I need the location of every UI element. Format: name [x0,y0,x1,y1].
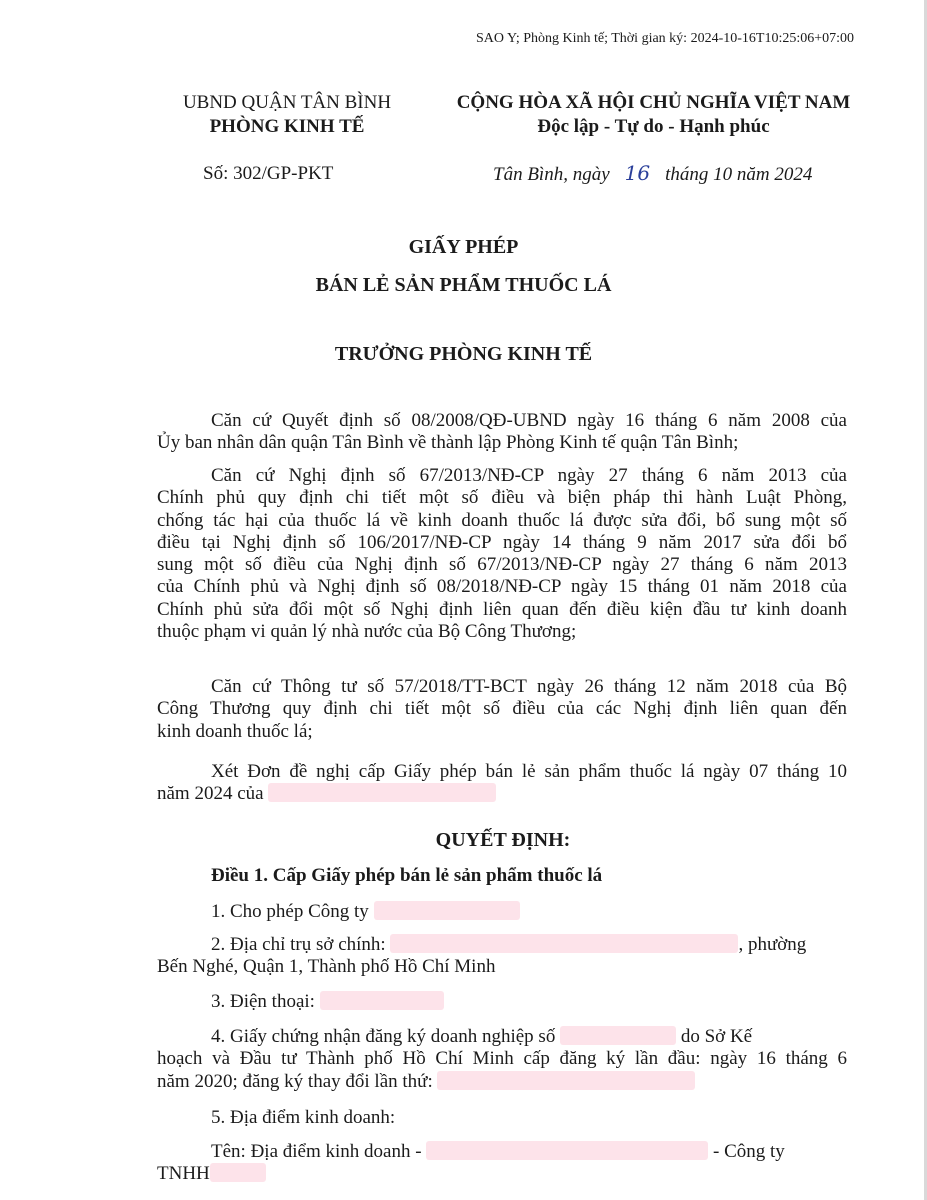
item-1-label: 1. Cho phép Công ty [211,901,369,922]
paragraph-line [157,1026,847,1048]
paragraph-line: chống tác hại của thuốc lá về kinh doanh thuốc lá được sửa đổi, bổ sung một số [157,509,847,531]
item-1-company [211,901,520,923]
item-4-registration [157,1026,847,1093]
applicant-prefix: năm 2024 của [157,783,264,805]
preamble-paragraph-3 [157,676,847,743]
item-2-ward: , phường [738,934,807,955]
redacted-company-short-name [210,1163,266,1182]
item-4-label: 4. Giấy chứng nhận đăng ký doanh nghiệp số [211,1026,556,1047]
document-number: Số: 302/GP-PKT [203,163,334,184]
paragraph-line [157,934,847,956]
document-title: GIẤY PHÉP [408,236,519,258]
digital-signature-stamp: SAO Y; Phòng Kinh tế; Thời gian ký: 2024-10-16T10:25:06+07:00 [476,31,855,46]
paragraph-line: sung một số điều của Nghị định số 67/2013/NĐ-CP ngày 27 tháng 6 năm 2013 [157,554,847,576]
issuer-department: PHÒNG KINH TẾ [209,116,365,137]
company-type: TNHH [157,1163,210,1185]
item-2-address [157,934,847,979]
issuing-authority: TRƯỞNG PHÒNG KINH TẾ [334,343,593,365]
redacted-registration-number [560,1026,676,1045]
paragraph-line: Bến Nghé, Quận 1, Thành phố Hồ Chí Minh [157,956,496,978]
redacted-applicant [268,783,496,802]
paragraph-line: Xét Đơn đề nghị cấp Giấy phép bán lẻ sản phẩm thuốc lá ngày 07 tháng 10 [211,761,847,782]
redacted-location-name [426,1141,708,1160]
redacted-company-name [374,901,520,920]
redacted-amendment-info [437,1071,695,1090]
paragraph-line: hoạch và Đầu tư Thành phố Hồ Chí Minh cấp đăng ký lần đầu: ngày 16 tháng 6 [157,1048,847,1070]
paragraph-line: Căn cứ Thông tư số 57/2018/TT-BCT ngày 26 tháng 12 năm 2018 của Bộ [211,676,847,697]
paragraph-line: Ủy ban nhân dân quận Tân Bình về thành lập Phòng Kinh tế quận Tân Bình; [157,432,739,454]
redacted-head-office-address [390,934,738,953]
location-name-label: Tên: Địa điểm kinh doanh - [211,1141,422,1162]
item-3-label: 3. Điện thoại: [211,991,315,1012]
national-title: CỘNG HÒA XÃ HỘI CHỦ NGHĨA VIỆT NAM [456,92,851,113]
paragraph-line: Căn cứ Quyết định số 08/2008/QĐ-UBND ngày 16 tháng 6 năm 2008 của [211,410,847,431]
item-4-amendment-label: năm 2020; đăng ký thay đổi lần thứ: [157,1070,433,1092]
paragraph-line: Công Thương quy định chi tiết một số điều của các Nghị định liên quan đến [157,698,847,720]
national-motto: Độc lập - Tự do - Hạnh phúc [537,116,770,137]
date-suffix: tháng 10 năm 2024 [665,164,813,185]
paragraph-line [157,783,847,805]
paragraph-line: Chính phủ quy định chi tiết một số điều và biện pháp thi hành Luật Phòng, [157,487,847,509]
item-2-label: 2. Địa chỉ trụ sở chính: [211,934,386,955]
paragraph-line: kinh doanh thuốc lá; [157,720,313,742]
business-location-name [157,1141,847,1186]
preamble-paragraph-4 [157,761,847,806]
paragraph-line: điều tại Nghị định số 106/2017/NĐ-CP ngày 14 tháng 9 năm 2017 sửa đổi bổ [157,531,847,553]
paragraph-line: Căn cứ Nghị định số 67/2013/NĐ-CP ngày 27 tháng 6 năm 2013 của [211,465,847,486]
paragraph-line [157,1071,847,1093]
item-5-business-location: 5. Địa điểm kinh doanh: [211,1107,396,1128]
date-day-handwritten: 16 [624,161,651,185]
location-company-suffix: - Công ty [713,1141,785,1162]
paragraph-line: thuộc phạm vi quản lý nhà nước của Bộ Công Thương; [157,621,577,643]
paragraph-line [157,1141,847,1163]
decision-heading: QUYẾT ĐỊNH: [435,829,571,851]
paragraph-line: Chính phủ sửa đổi một số Nghị định liên quan đến điều kiện đầu tư kinh doanh [157,598,847,620]
article-1-heading: Điều 1. Cấp Giấy phép bán lẻ sản phẩm thuốc lá [211,865,603,886]
paragraph-line: của Chính phủ và Nghị định số 08/2018/NĐ-CP ngày 15 tháng 01 năm 2018 của [157,576,847,598]
preamble-paragraph-1 [157,410,847,455]
paragraph-line [157,1163,847,1185]
preamble-paragraph-2 [157,465,847,643]
item-4-issuer-start: do Sở Kế [680,1026,753,1047]
redacted-phone-number [320,991,444,1010]
document-date [493,161,812,186]
document-subtitle: BÁN LẺ SẢN PHẨM THUỐC LÁ [315,274,612,296]
issuer-name: UBND QUẬN TÂN BÌNH [182,92,392,113]
item-3-phone [211,991,444,1013]
date-prefix: Tân Bình, ngày [493,164,610,185]
